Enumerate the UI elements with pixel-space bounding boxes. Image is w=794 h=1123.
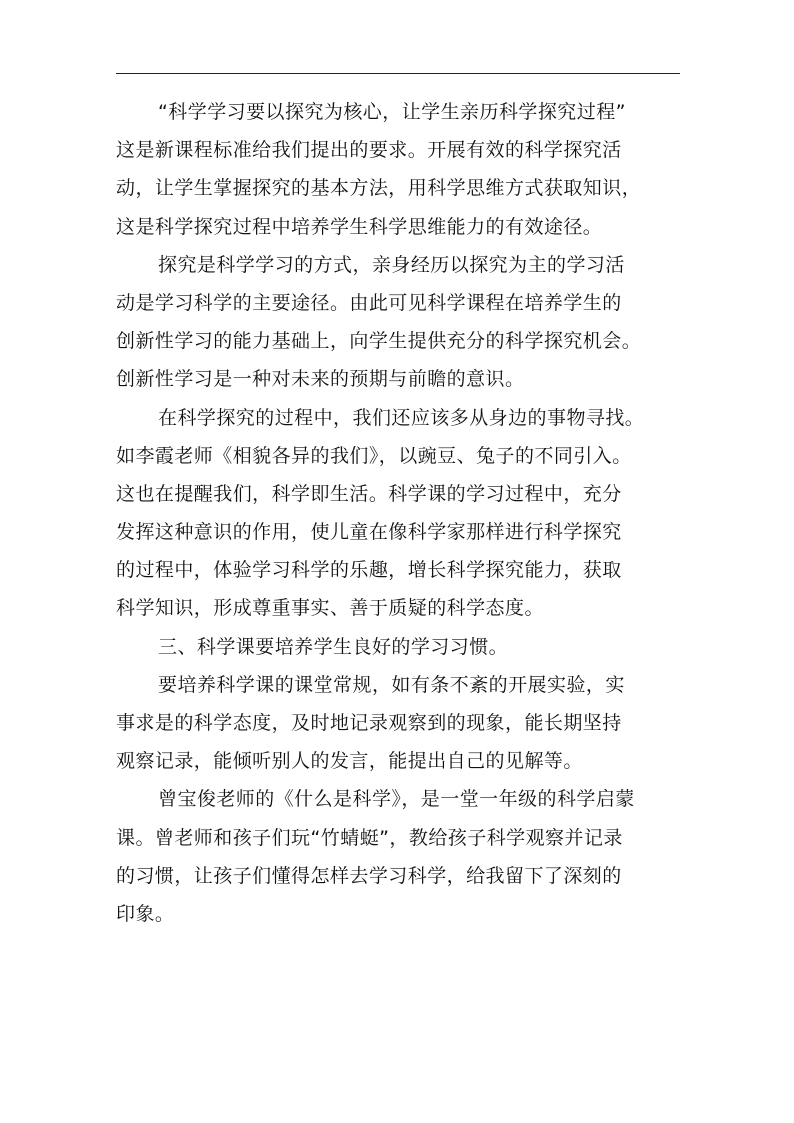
text-line: 曾宝俊老师的《什么是科学》，是一堂一年级的科学启蒙 xyxy=(158,788,635,811)
text-line: 创新性学习的能力基础上，向学生提供充分的科学探究机会。 xyxy=(116,330,642,353)
text-line: 探究是科学学习的方式，亲身经历以探究为主的学习活 xyxy=(158,253,625,276)
text-line: 这是科学探究过程中培养学生科学思维能力的有效途径。 xyxy=(116,215,603,238)
text-line: 事求是的科学态度，及时地记录观察到的现象，能长期坚持 xyxy=(116,712,622,734)
text-line: 的过程中，体验学习科学的乐趣，增长科学探究能力，获取 xyxy=(116,559,622,582)
text-line: 发挥这种意识的作用，使儿童在像科学家那样进行科学探究 xyxy=(116,521,622,544)
text-line: 要培养科学课的课堂常规，如有条不紊的开展实验，实 xyxy=(158,673,625,696)
section-heading: 三、科学课要培养学生良好的学习习惯。 xyxy=(158,635,509,658)
text-line: “科学学习要以探究为核心，让学生亲历科学探究过程” xyxy=(158,101,626,123)
text-line: 创新性学习是一种对未来的预期与前瞻的意识。 xyxy=(116,368,525,391)
text-line: 动是学习科学的主要途径。由此可见科学课程在培养学生的 xyxy=(116,291,622,314)
text-line: 动，让学生掌握探究的基本方法，用科学思维方式获取知识， xyxy=(116,177,642,200)
text-line: 这是新课程标准给我们提出的要求。开展有效的科学探究活 xyxy=(116,139,622,162)
text-line: 的习惯，让孩子们懂得怎样去学习科学，给我留下了深刻的 xyxy=(116,864,622,887)
text-line: 这也在提醒我们，科学即生活。科学课的学习过程中，充分 xyxy=(116,482,622,505)
text-line: 科学知识，形成尊重事实、善于质疑的科学态度。 xyxy=(116,597,544,620)
text-line: 印象。 xyxy=(116,902,175,925)
text-line: 在科学探究的过程中，我们还应该多从身边的事物寻找。 xyxy=(158,406,645,429)
header-rule xyxy=(116,73,680,74)
text-line: 观察记录，能倾听别人的发言，能提出自己的见解等。 xyxy=(116,750,583,773)
body-text xyxy=(116,93,680,933)
text-line: 如李霞老师《相貌各异的我们》，以豌豆、兔子的不同引入。 xyxy=(116,444,632,467)
text-line: 课。曾老师和孩子们玩“竹蜻蜓”，教给孩子科学观察并记录 xyxy=(116,826,623,849)
